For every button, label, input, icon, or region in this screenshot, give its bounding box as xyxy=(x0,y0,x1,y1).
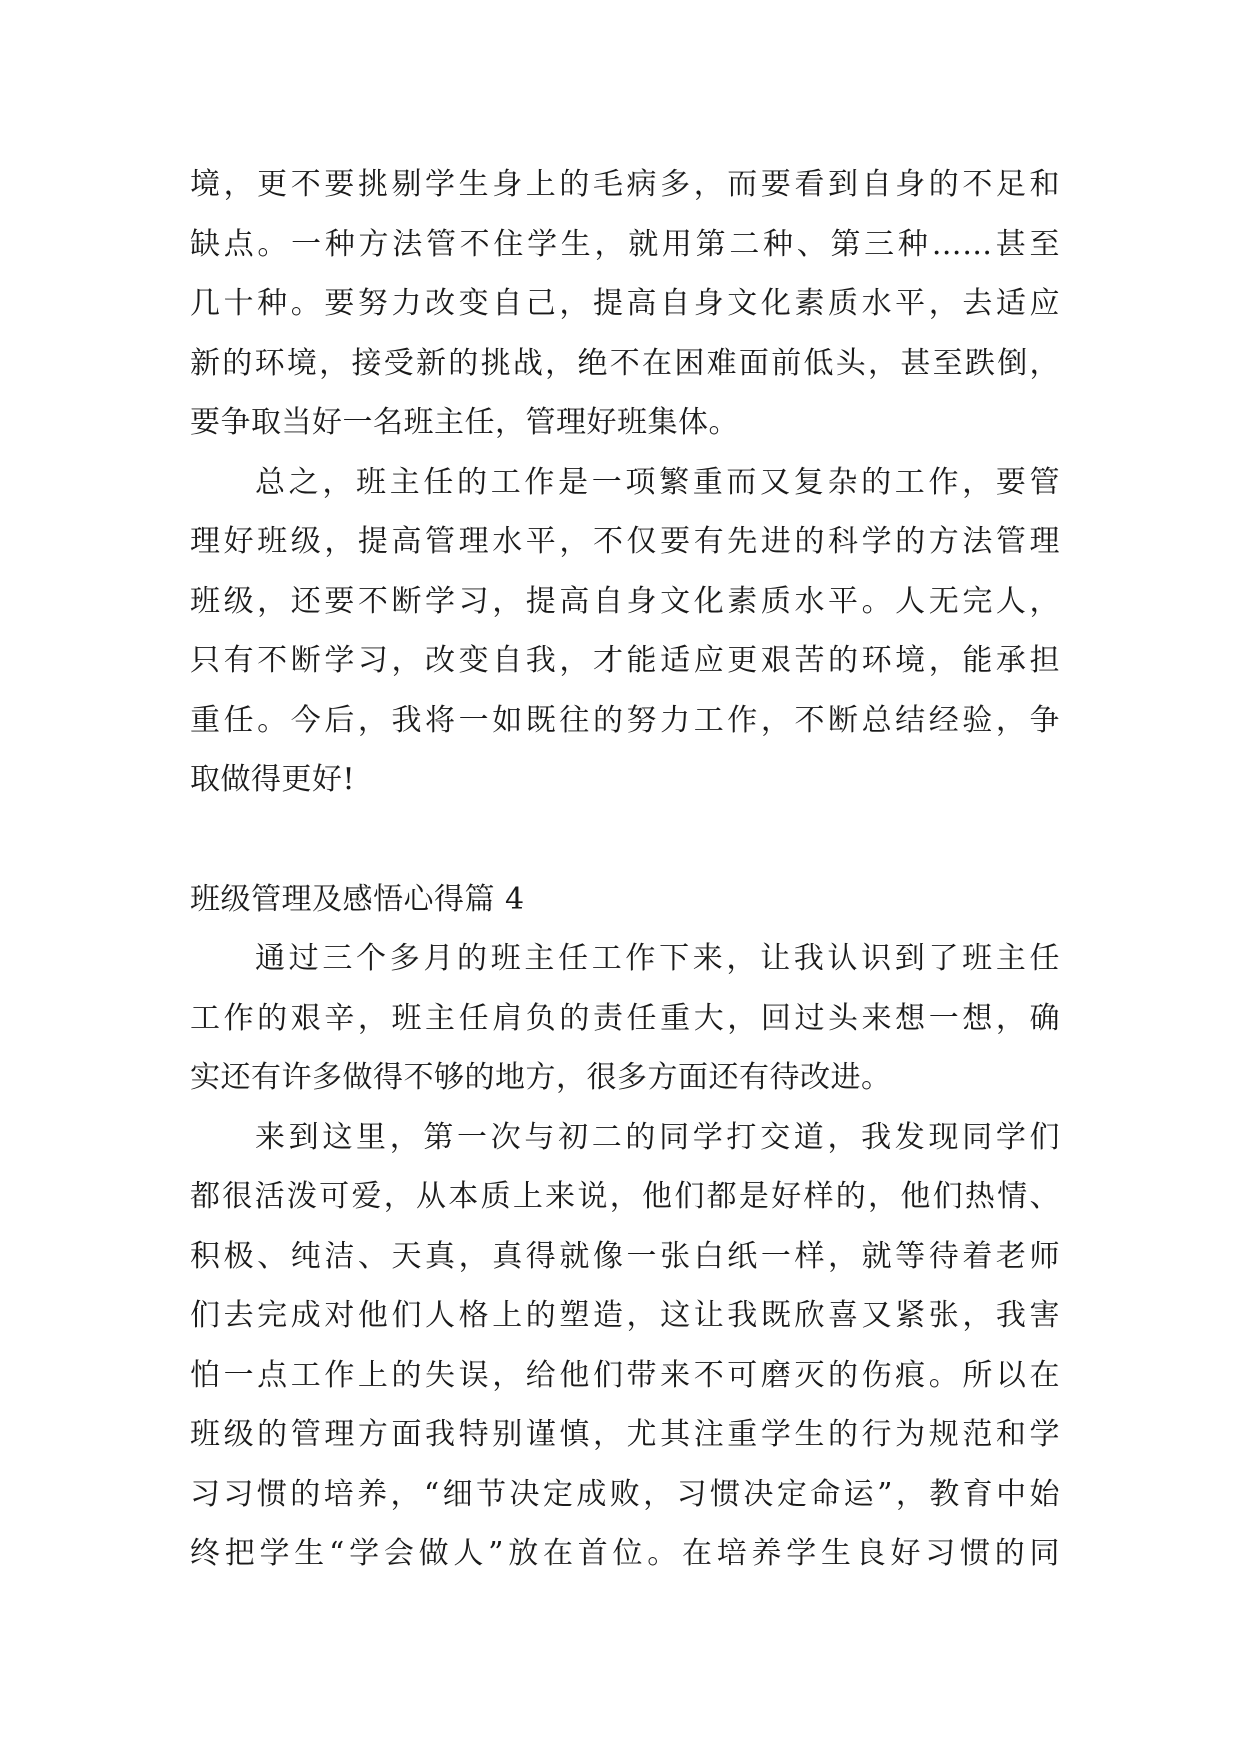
text-line: 要争取当好一名班主任，管理好班集体。 xyxy=(190,405,739,440)
paragraph-2 xyxy=(190,453,1060,810)
text-line: 习习惯的培养，“细节决定成败，习惯决定命运”，教育中始 xyxy=(190,1476,1060,1512)
text-line: 重任。今后，我将一如既往的努力工作，不断总结经验，争 xyxy=(190,702,1060,738)
text-line: 理好班级，提高管理水平，不仅要有先进的科学的方法管理 xyxy=(190,524,1060,559)
text-line: 怕一点工作上的失误，给他们带来不可磨灭的伤痕。所以在 xyxy=(190,1357,1060,1393)
text-line: 工作的艰辛，班主任肩负的责任重大，回过头来想一想，确 xyxy=(190,1000,1060,1036)
paragraph-1 xyxy=(190,155,1060,453)
text-line: 只有不断学习，改变自我，才能适应更艰苦的环境，能承担 xyxy=(190,643,1060,678)
text-line: 通过三个多月的班主任工作下来，让我认识到了班主任 xyxy=(255,941,1060,976)
text-line: 缺点。一种方法管不住学生，就用第二种、第三种……甚至 xyxy=(190,226,1060,262)
section-heading: 班级管理及感悟心得篇 4 xyxy=(190,881,525,917)
document-body xyxy=(190,155,1060,1584)
text-line: 实还有许多做得不够的地方，很多方面还有待改进。 xyxy=(190,1060,892,1095)
text-line: 新的环境，接受新的挑战，绝不在困难面前低头，甚至跌倒， xyxy=(190,345,1060,381)
text-line: 来到这里，第一次与初二的同学打交道，我发现同学们 xyxy=(255,1119,1060,1155)
text-line: 们去完成对他们人格上的塑造，这让我既欣喜又紧张，我害 xyxy=(190,1298,1060,1333)
text-line: 境，更不要挑剔学生身上的毛病多，而要看到自身的不足和 xyxy=(190,167,1060,202)
text-line: 总之，班主任的工作是一项繁重而又复杂的工作，要管 xyxy=(255,464,1060,500)
text-line: 积极、纯洁、天真，真得就像一张白纸一样，就等待着老师 xyxy=(190,1238,1060,1274)
text-line: 几十种。要努力改变自己，提高自身文化素质水平，去适应 xyxy=(190,286,1060,321)
section-paragraph-2 xyxy=(190,1108,1060,1584)
text-line: 终把学生“学会做人”放在首位。在培养学生良好习惯的同 xyxy=(190,1536,1060,1571)
section-paragraph-1 xyxy=(190,929,1060,1108)
text-line: 班级，还要不断学习，提高自身文化素质水平。人无完人， xyxy=(190,583,1060,619)
section-gap xyxy=(190,810,1060,870)
text-line: 取做得更好! xyxy=(190,762,356,797)
text-line: 都很活泼可爱，从本质上来说，他们都是好样的，他们热情、 xyxy=(190,1179,1060,1214)
text-line: 班级的管理方面我特别谨慎，尤其注重学生的行为规范和学 xyxy=(190,1417,1060,1452)
